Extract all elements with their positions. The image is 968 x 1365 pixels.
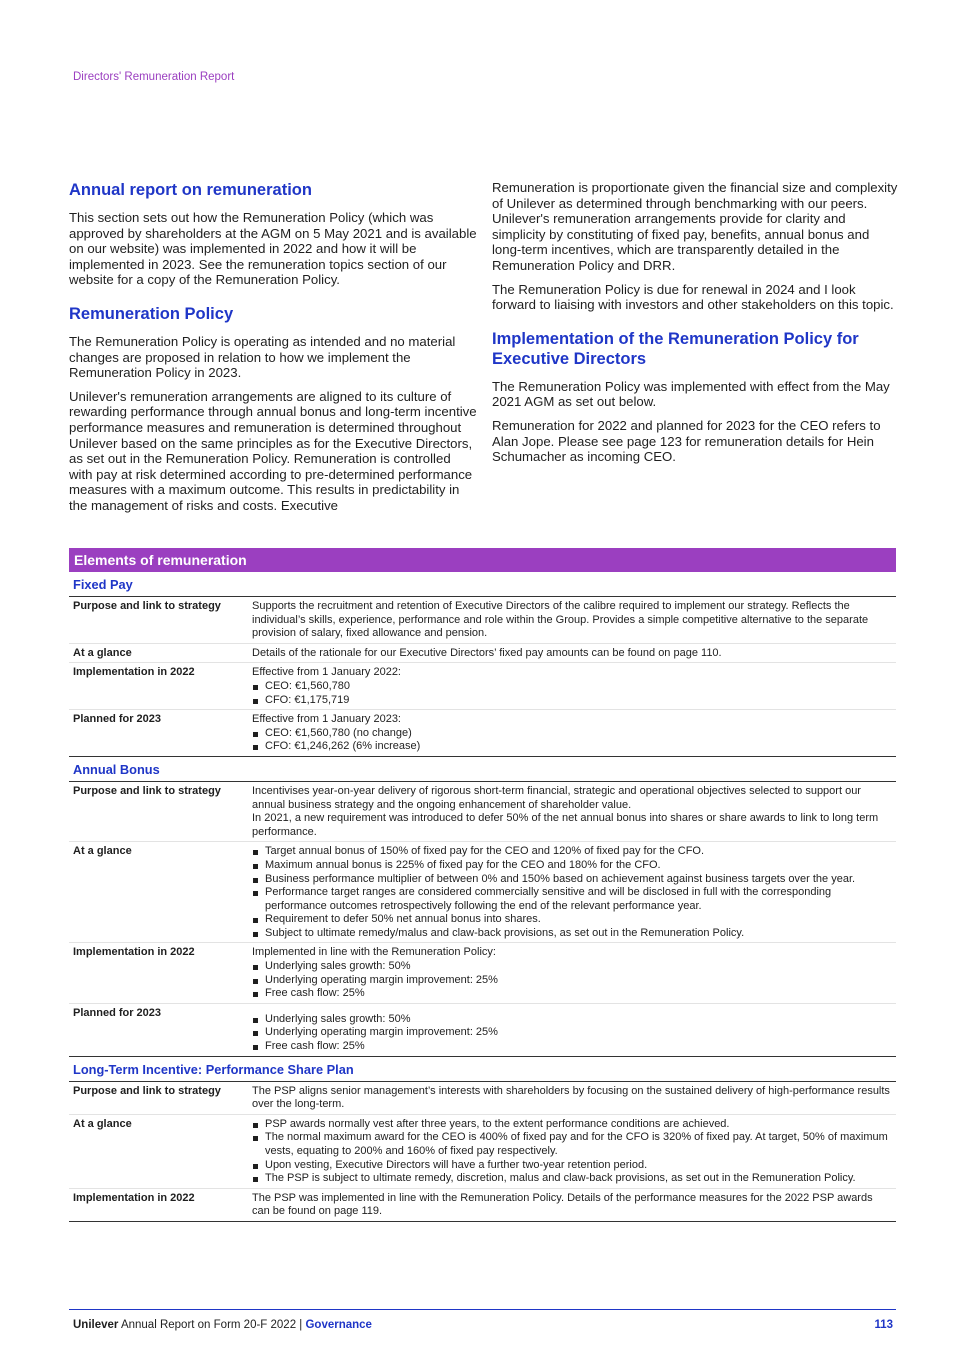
- right-column: [492, 180, 900, 473]
- table-row: [69, 1115, 896, 1189]
- list-item: Underlying operating margin improvement: 25%: [252, 1026, 892, 1040]
- paragraph: This section sets out how the Remuneration Policy (which was approved by shareholders at the AGM on 5 May 2021 and is available on our website) was implemented in 2022 and how it will be implemented in 2023. See the remuneration topics section of our website for a copy of the Remuneration Policy.: [69, 210, 477, 288]
- section-heading: Remuneration Policy: [69, 304, 234, 323]
- list-item: Maximum annual bonus is 225% of fixed pay for the CEO and 180% for the CFO.: [252, 859, 892, 873]
- row-body: The PSP aligns senior management’s interests with shareholders by focusing on the sustained delivery of high-performance results over the long-term.: [252, 1084, 890, 1111]
- bullet-list: [252, 1118, 892, 1186]
- row-body: The PSP was implemented in line with the Remuneration Policy. Details of the performance measures for the 2022 PSP awards can be found on page 119.: [252, 1191, 873, 1218]
- list-item: Subject to ultimate remedy/malus and claw-back provisions, as set out in the Remuneration Policy.: [252, 927, 892, 941]
- psp-title: Long-Term Incentive: Performance Share Plan: [69, 1057, 896, 1082]
- row-label: At a glance: [73, 1117, 132, 1130]
- row-intro: Effective from 1 January 2022:: [252, 666, 401, 679]
- left-column: [69, 180, 477, 522]
- row-label: Planned for 2023: [73, 1006, 162, 1019]
- list-item: CEO: €1,560,780 (no change): [252, 727, 892, 741]
- row-text: Incentivises year-on-year delivery of rigorous short-term financial, strategic and operational objectives selected to support our annual business strategy and the ongoing enhancement of shareholder value.: [252, 784, 861, 811]
- table-row: [69, 943, 896, 1003]
- row-body: [252, 1118, 896, 1186]
- row-text: In 2021, a new requirement was introduced to defer 50% of the net annual bonus into shares or share awards to link to long term performance.: [252, 812, 879, 838]
- bullet-list: [252, 1013, 892, 1054]
- list-item: PSP awards normally vest after three years, to the extent performance conditions are achieved.: [252, 1118, 892, 1132]
- list-item: Free cash flow: 25%: [252, 1040, 892, 1054]
- list-item: CEO: €1,560,780: [252, 680, 892, 694]
- paragraph: The Remuneration Policy was implemented with effect from the May 2021 AGM as set out below.: [492, 378, 890, 410]
- bullet-list: [252, 845, 892, 940]
- row-body: Supports the recruitment and retention of Executive Directors of the calibre required to implement our strategy. Reflects the individual’s skills, experience, performance and role within the Group. Provides a simple competitive alternative to the separate provision of salary, fixed allowance and pension.: [252, 600, 869, 640]
- list-item: Upon vesting, Executive Directors will have a further two-year retention period.: [252, 1159, 892, 1173]
- row-body: [252, 1007, 896, 1054]
- row-label: Implementation in 2022: [73, 1191, 195, 1204]
- table-row: [69, 1189, 896, 1222]
- bullet-list: [252, 680, 892, 707]
- paragraph: Unilever's remuneration arrangements are aligned to its culture of rewarding performance through annual bonus and long-term incentive performance measures and remuneration is determined throughout Unilever based on the same principles as for the Executive Directors, as set out in the Remuneration Policy. Remuneration is controlled with pay at risk determined according to pre-determined performance measures with a maximum outcome. This results in predictability in the management of risks and costs. Executive: [69, 388, 477, 513]
- row-body: [252, 713, 896, 754]
- list-item: Business performance multiplier of between 0% and 150% based on achievement against business targets over the year.: [252, 873, 892, 887]
- footer-section-link[interactable]: Governance: [305, 1319, 372, 1331]
- row-intro: Effective from 1 January 2023:: [252, 713, 401, 726]
- paragraph: Remuneration is proportionate given the financial size and complexity of Unilever as determined through benchmarking with our peers. Unilever's remuneration arrangements provide for clarity and simplicity by constituting of fixed pay, benefits, annual bonus and long-term incentives, which are transparently detailed in the Remuneration Policy and DRR.: [492, 180, 898, 273]
- paragraph: Remuneration for 2022 and planned for 2023 for the CEO refers to Alan Jope. Please see page 123 for remuneration details for Hein Schumacher as incoming CEO.: [492, 417, 881, 465]
- paragraph: The Remuneration Policy is due for renewal in 2024 and I look forward to liaising with investors and other stakeholders on this topic.: [492, 281, 894, 313]
- row-label: Purpose and link to strategy: [73, 1084, 221, 1097]
- bullet-list: [252, 727, 892, 754]
- list-item: CFO: €1,246,262 (6% increase): [252, 740, 892, 754]
- running-header: Directors' Remuneration Report: [73, 71, 235, 83]
- fixed-pay-title: Fixed Pay: [69, 572, 896, 597]
- list-item: Target annual bonus of 150% of fixed pay for the CEO and 120% of fixed pay for the CFO.: [252, 845, 892, 859]
- bullet-list: [252, 960, 892, 1001]
- table-row: [69, 710, 896, 757]
- page-number: 113: [874, 1319, 893, 1331]
- table-row: [69, 597, 896, 644]
- page-footer: [69, 1309, 896, 1331]
- row-label: Purpose and link to strategy: [73, 784, 221, 797]
- list-item: Underlying operating margin improvement: 25%: [252, 974, 892, 988]
- row-label: Purpose and link to strategy: [73, 600, 221, 612]
- row-label: Planned for 2023: [73, 713, 162, 726]
- footer-report-title: Annual Report on Form 20-F 2022 |: [118, 1319, 306, 1331]
- row-intro: Implemented in line with the Remuneration Policy:: [252, 946, 496, 959]
- table-row: [69, 644, 896, 664]
- remuneration-elements-table: [69, 548, 896, 1222]
- table-row: [69, 842, 896, 943]
- table-row: [69, 1082, 896, 1115]
- list-item: The PSP is subject to ultimate remedy, discretion, malus and claw-back provisions, as set out in the Remuneration Policy.: [252, 1172, 892, 1186]
- list-item: CFO: €1,175,719: [252, 694, 892, 708]
- list-item: Requirement to defer 50% net annual bonus into shares.: [252, 913, 892, 927]
- paragraph: The Remuneration Policy is operating as intended and no material changes are proposed in relation to how we implement the Remuneration Policy in 2023.: [69, 333, 456, 381]
- table-row: [69, 1004, 896, 1057]
- row-body: [252, 785, 896, 839]
- list-item: Underlying sales growth: 50%: [252, 960, 892, 974]
- table-row: [69, 663, 896, 710]
- list-item: Underlying sales growth: 50%: [252, 1013, 892, 1027]
- row-label: At a glance: [73, 646, 132, 659]
- row-label: Implementation in 2022: [73, 946, 195, 959]
- row-body: [252, 845, 896, 940]
- section-heading: Implementation of the Remuneration Policy for Executive Directors: [492, 329, 859, 368]
- row-label: At a glance: [73, 845, 132, 858]
- row-label: Implementation in 2022: [73, 666, 195, 679]
- list-item: Free cash flow: 25%: [252, 987, 892, 1001]
- table-row: [69, 782, 896, 842]
- row-body: [252, 666, 896, 707]
- row-body: Details of the rationale for our Executive Directors’ fixed pay amounts can be found on page 110.: [252, 646, 722, 659]
- list-item: Performance target ranges are considered commercially sensitive and will be disclosed in full with the corresponding performance outcomes retrospectively following the end of the relevant performance year.: [252, 886, 892, 913]
- row-body: [252, 946, 896, 1000]
- list-item: The normal maximum award for the CEO is 400% of fixed pay and for the CFO is 320% of fixed pay. At target, 50% of maximum vests, equating to 200% and 160% of fixed pay respectively.: [252, 1131, 892, 1158]
- annual-bonus-title: Annual Bonus: [69, 757, 896, 782]
- table-title: Elements of remuneration: [69, 548, 896, 572]
- section-heading: Annual report on remuneration: [69, 181, 312, 199]
- footer-brand: Unilever: [73, 1319, 119, 1331]
